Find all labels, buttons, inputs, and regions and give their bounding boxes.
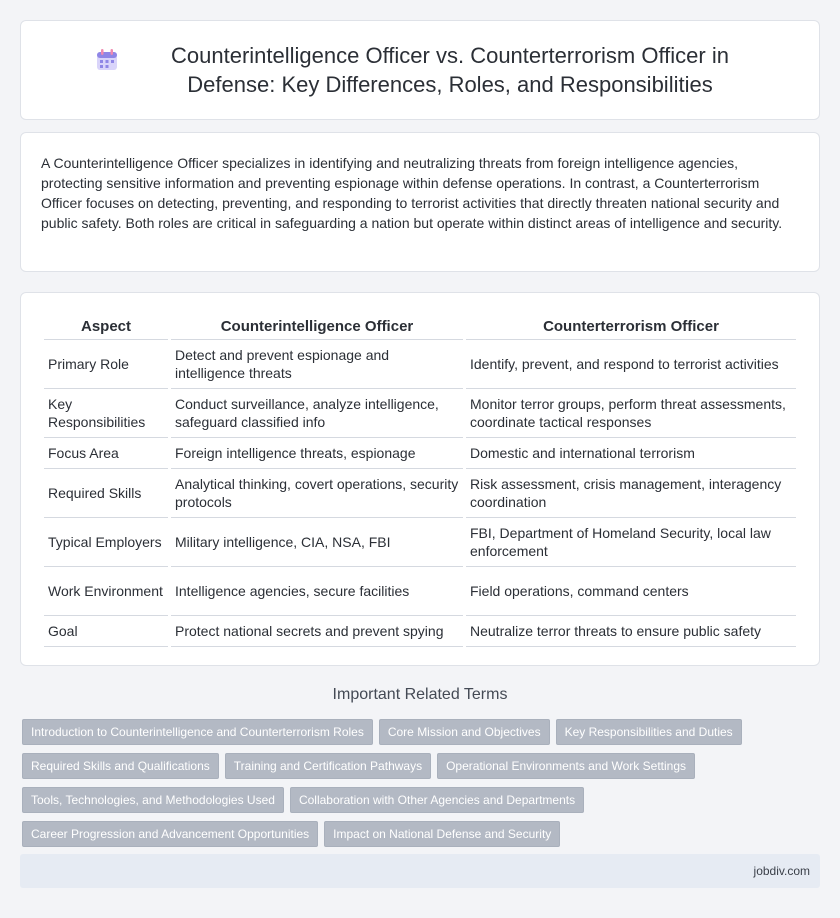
- related-term-tag[interactable]: Core Mission and Objectives: [379, 719, 550, 745]
- related-term-tag[interactable]: Career Progression and Advancement Opportunities: [22, 821, 318, 847]
- cell-aspect: Primary Role: [44, 340, 168, 389]
- related-term-tag[interactable]: Required Skills and Qualifications: [22, 753, 219, 779]
- related-term-tag[interactable]: Impact on National Defense and Security: [324, 821, 560, 847]
- cell-counterterrorism: FBI, Department of Homeland Security, local law enforcement: [466, 518, 796, 567]
- cell-counterterrorism: Risk assessment, crisis management, interagency coordination: [466, 469, 796, 518]
- table-row: [44, 340, 796, 389]
- cell-aspect: Goal: [44, 616, 168, 647]
- table-row: [44, 518, 796, 567]
- cell-counterintelligence: Conduct surveillance, analyze intelligence, safeguard classified info: [171, 389, 463, 438]
- page-title: Counterintelligence Officer vs. Counterterrorism Officer in Defense: Key Differences, Roles, and Responsibilities: [171, 43, 729, 97]
- related-term-tag[interactable]: Tools, Technologies, and Methodologies Used: [22, 787, 284, 813]
- related-term-tag[interactable]: Operational Environments and Work Settings: [437, 753, 695, 779]
- footer-bar: [20, 854, 820, 888]
- cell-counterintelligence: Detect and prevent espionage and intelligence threats: [171, 340, 463, 389]
- related-terms-heading: Important Related Terms: [332, 686, 508, 703]
- table-header-row: [44, 313, 796, 340]
- table-row: [44, 616, 796, 647]
- header-aspect: Aspect: [44, 313, 168, 340]
- title-card: [20, 20, 820, 120]
- intro-paragraph: A Counterintelligence Officer specializes in identifying and neutralizing threats from foreign intelligence agencies, protecting sensitive information and preventing espionage within defense operations. In contrast, a Counterterrorism Officer focuses on detecting, preventing, and responding to terrorist activities that directly threaten national security and public safety. Both roles are critical in safeguarding a nation but operate within distinct areas of intelligence and security.: [41, 155, 783, 231]
- cell-aspect: Key Responsibilities: [44, 389, 168, 438]
- comparison-table-card: [20, 292, 820, 666]
- cell-counterterrorism: Domestic and international terrorism: [466, 438, 796, 469]
- table-row: [44, 389, 796, 438]
- related-term-tag[interactable]: Introduction to Counterintelligence and Counterterrorism Roles: [22, 719, 373, 745]
- related-term-tag[interactable]: Collaboration with Other Agencies and Departments: [290, 787, 584, 813]
- cell-counterterrorism: Identify, prevent, and respond to terrorist activities: [466, 340, 796, 389]
- cell-aspect: Required Skills: [44, 469, 168, 518]
- cell-counterintelligence: Foreign intelligence threats, espionage: [171, 438, 463, 469]
- table-row: [44, 567, 796, 616]
- cell-counterterrorism: Neutralize terror threats to ensure public safety: [466, 616, 796, 647]
- cell-counterintelligence: Protect national secrets and prevent spying: [171, 616, 463, 647]
- header-counterintelligence: Counterintelligence Officer: [171, 313, 463, 340]
- cell-counterterrorism: Field operations, command centers: [466, 567, 796, 616]
- related-terms-list: [22, 719, 822, 847]
- cell-counterintelligence: Analytical thinking, covert operations, security protocols: [171, 469, 463, 518]
- table-row: [44, 469, 796, 518]
- related-term-tag[interactable]: Key Responsibilities and Duties: [556, 719, 742, 745]
- cell-aspect: Typical Employers: [44, 518, 168, 567]
- cell-counterintelligence: Intelligence agencies, secure facilities: [171, 567, 463, 616]
- header-counterterrorism: Counterterrorism Officer: [466, 313, 796, 340]
- cell-counterintelligence: Military intelligence, CIA, NSA, FBI: [171, 518, 463, 567]
- intro-card: [20, 132, 820, 272]
- footer-site-link[interactable]: jobdiv.com: [753, 864, 810, 878]
- comparison-table: [41, 313, 799, 647]
- cell-counterterrorism: Monitor terror groups, perform threat assessments, coordinate tactical responses: [466, 389, 796, 438]
- table-row: [44, 438, 796, 469]
- cell-aspect: Focus Area: [44, 438, 168, 469]
- related-term-tag[interactable]: Training and Certification Pathways: [225, 753, 431, 779]
- cell-aspect: Work Environment: [44, 567, 168, 616]
